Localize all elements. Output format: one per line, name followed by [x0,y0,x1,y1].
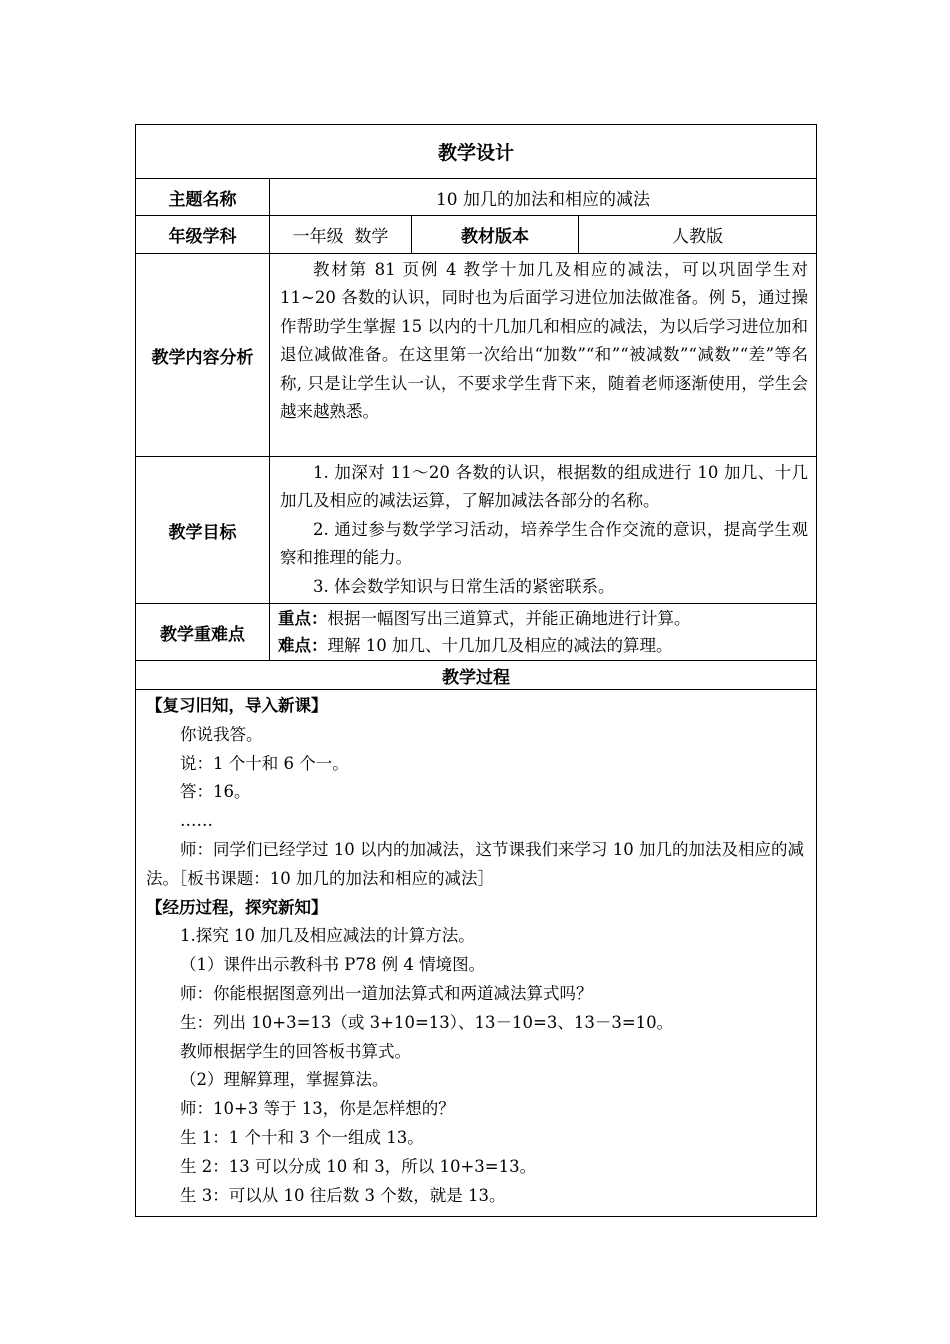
key-difficult-label: 教学重难点 [136,604,270,661]
lesson-plan-table [135,124,817,1217]
process-line: （1）课件出示教科书 P78 例 4 情境图。 [180,955,486,975]
process-cell [136,690,817,1217]
grade-value: 一年级 数学 [270,216,412,254]
process-line: 师：你能根据图意列出一道加法算式和两道减法算式吗？ [180,984,593,1003]
process-line: 说：1 个十和 6 个一。 [180,753,349,773]
process-line: 生：列出 10+3=13（或 3+10=13）、13－10=3、13－3=10。 [180,1012,674,1032]
key-point-text: 根据一幅图写出三道算式，并能正确地进行计算。 [327,609,691,629]
goal-item: 3. 体会数学知识与日常生活的紧密联系。 [313,576,615,596]
analysis-text: 教材第 81 页例 4 教学十加几及相应的减法，可以巩固学生对 11~20 各数的认识，同时也为后面学习进位加法做准备。例 5，通过操作帮助学生掌握 15 以内的十几加几和相应的减法，为以后学习进位加和退位减做准备。在这里第一次给出“加数”“和”“被减数”“减数”“差”等名称, 只是让学生认一认，不要求学生背下来，随着老师逐渐使用，学生会越来越熟悉。 [280,260,809,422]
grade-label: 年级学科 [136,216,270,254]
goals-cell [270,457,817,604]
goals-label: 教学目标 [136,457,270,604]
process-line: 生 3：可以从 10 往后数 3 个数，就是 13。 [180,1185,506,1205]
key-point-prefix: 重点： [278,609,328,629]
difficult-point-prefix: 难点： [278,636,328,656]
goal-item: 2. 通过参与数学学习活动，培养学生合作交流的意识，提高学生观察和推理的能力。 [280,519,809,568]
process-line: 答：16。 [180,782,251,802]
topic-value: 10 加几的加法和相应的减法 [270,179,817,216]
key-difficult-cell [270,604,817,661]
analysis-label: 教学内容分析 [136,254,270,457]
process-paragraph: 师：同学们已经学过 10 以内的加减法，这节课我们来学习 10 加几的加法及相应的减法。［板书课题：10 加几的加法和相应的减法］ [146,840,804,888]
process-line: 教师根据学生的回答板书算式。 [180,1041,411,1061]
topic-label: 主题名称 [136,179,270,216]
process-line: （2）理解算理，掌握算法。 [180,1070,389,1090]
process-title: 教学过程 [136,661,817,690]
process-line: 1.探究 10 加几及相应减法的计算方法。 [180,926,475,946]
section-heading: 【经历过程，探究新知】 [146,897,328,917]
process-line: 师：10+3 等于 13，你是怎样想的？ [180,1099,455,1119]
process-line: …… [180,811,213,831]
textbook-value: 人教版 [579,216,817,254]
process-line: 生 2：13 可以分成 10 和 3，所以 10+3=13。 [180,1156,537,1176]
section-heading: 【复习旧知，导入新课】 [146,696,328,716]
document-title: 教学设计 [136,125,817,179]
analysis-cell [270,254,817,457]
process-line: 生 1：1 个十和 3 个一组成 13。 [180,1127,424,1147]
textbook-label: 教材版本 [412,216,579,254]
process-line: 你说我答。 [180,724,263,744]
goal-item: 1. 加深对 11～20 各数的认识，根据数的组成进行 10 加几、十几加几及相应的减法运算，了解加减法各部分的名称。 [280,463,809,511]
difficult-point-text: 理解 10 加几、十几加几及相应的减法的算理。 [327,636,673,656]
